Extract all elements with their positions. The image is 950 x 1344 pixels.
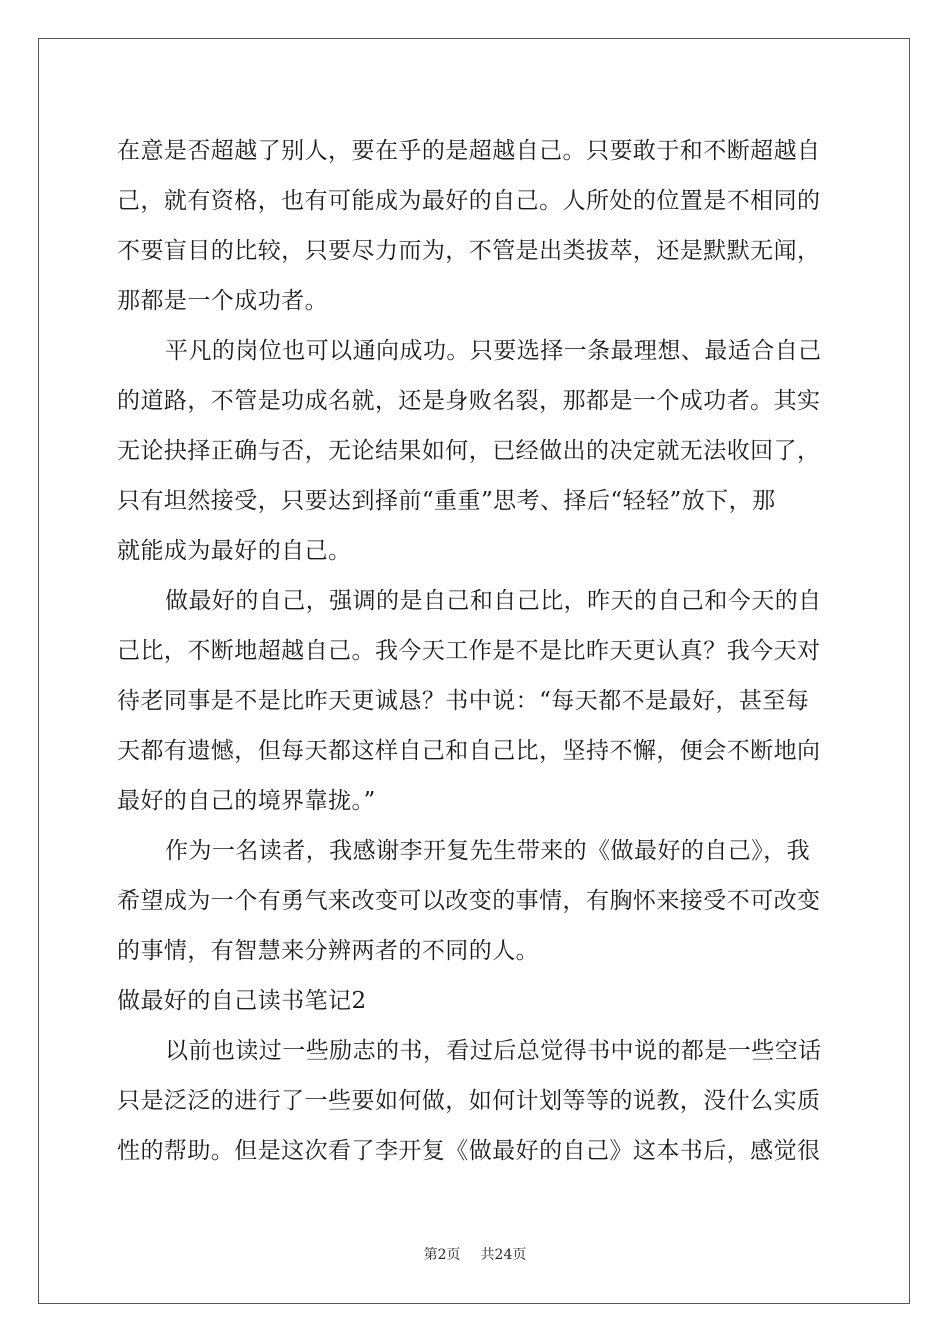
- section-heading: 做最好的自己读书笔记2: [117, 988, 367, 1014]
- document-body: [117, 126, 833, 1176]
- paragraph-start-line: 平凡的岗位也可以通向成功。只要选择一条最理想、最适合自己: [165, 338, 822, 364]
- text-line: 在意是否超越了别人，要在乎的是超越自己。只要敢于和不断超越自: [117, 138, 821, 164]
- text-line: 不要盲目的比较，只要尽力而为，不管是出类拔萃，还是默默无闻，: [117, 238, 821, 264]
- paragraph-start-line: 做最好的自己，强调的是自己和自己比，昨天的自己和今天的自: [165, 588, 822, 614]
- text-line: 只有坦然接受，只要达到择前“重重”思考、择后“轻轻”放下，那: [117, 488, 776, 514]
- page-number-current: 第2页: [423, 1247, 461, 1263]
- text-line: 希望成为一个有勇气来改变可以改变的事情，有胸怀来接受不可改变: [117, 888, 821, 914]
- text-line: 只是泛泛的进行了一些要如何做，如何计划等等的说教，没什么实质: [117, 1088, 821, 1114]
- text-line: 那都是一个成功者。: [117, 288, 329, 314]
- text-line: 的道路，不管是功成名就，还是身败名裂，那都是一个成功者。其实: [117, 388, 821, 414]
- paragraph-start-line: 以前也读过一些励志的书，看过后总觉得书中说的都是一些空话: [165, 1038, 822, 1064]
- paragraph-start-line: 作为一名读者，我感谢李开复先生带来的《做最好的自己》，我: [165, 838, 811, 864]
- text-line: 性的帮助。但是这次看了李开复《做最好的自己》这本书后，感觉很: [117, 1138, 821, 1164]
- text-line: 无论抉择正确与否，无论结果如何，已经做出的决定就无法收回了，: [117, 438, 821, 464]
- page-number-total: 共24页: [480, 1247, 527, 1263]
- text-line: 待老同事是不是比昨天更诚恳？书中说：“每天都不是最好，甚至每: [117, 688, 810, 714]
- page-footer: [0, 1244, 950, 1264]
- text-line: 最好的自己的境界靠拢。”: [117, 788, 376, 814]
- text-line: 的事情，有智慧来分辨两者的不同的人。: [117, 938, 540, 964]
- text-line: 己比，不断地超越自己。我今天工作是不是比昨天更认真？我今天对: [117, 638, 821, 664]
- text-line: 就能成为最好的自己。: [117, 538, 352, 564]
- text-line: 己，就有资格，也有可能成为最好的自己。人所处的位置是不相同的: [117, 188, 821, 214]
- text-line: 天都有遗憾，但每天都这样自己和自己比，坚持不懈，便会不断地向: [117, 738, 821, 764]
